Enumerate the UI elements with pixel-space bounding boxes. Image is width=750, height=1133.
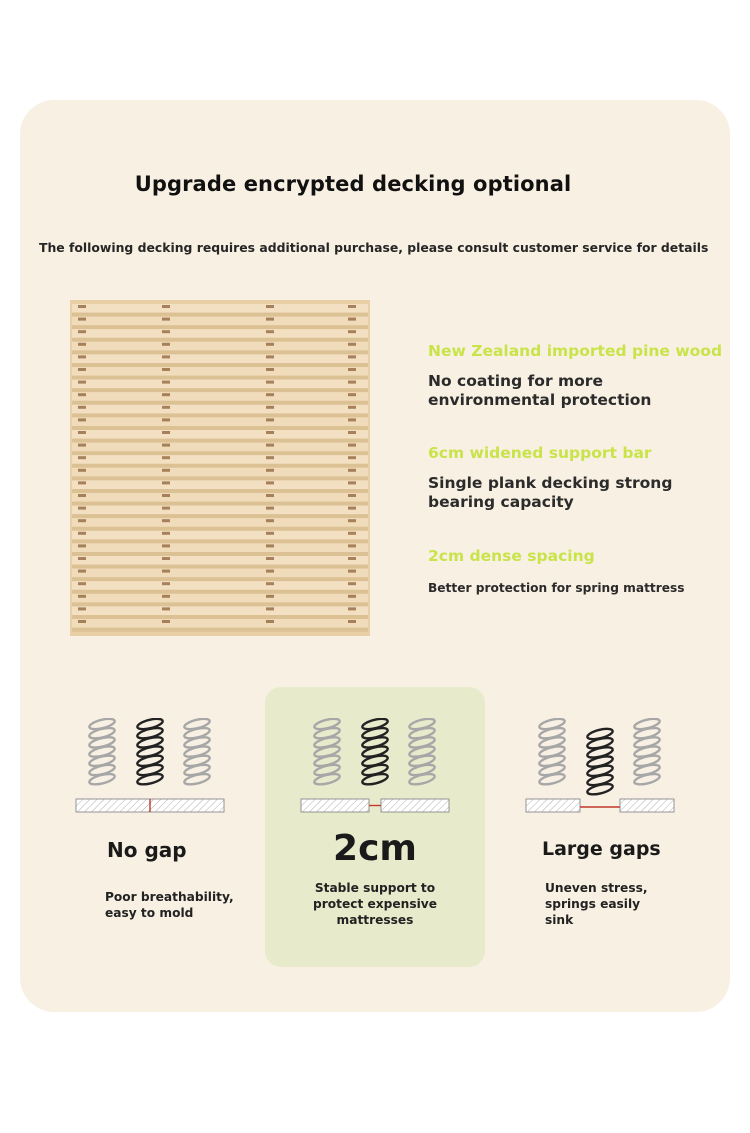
feature-text-line: Single plank decking strong	[428, 474, 673, 492]
support-bar-mark	[266, 557, 274, 560]
spring-icon	[313, 718, 340, 786]
support-bar-mark	[348, 305, 356, 308]
no-gap-diagram	[72, 718, 232, 818]
plank-hatching	[381, 799, 449, 812]
slat	[72, 468, 368, 477]
slat	[72, 619, 368, 628]
support-bar-mark	[348, 444, 356, 447]
support-bar-mark	[162, 418, 170, 421]
description-line: Poor breathability,	[105, 890, 234, 904]
support-bar-mark	[348, 431, 356, 434]
slat-gap	[72, 577, 368, 581]
slat	[72, 380, 368, 389]
support-bar-mark	[348, 481, 356, 484]
support-bar-mark	[78, 557, 86, 560]
slat	[72, 606, 368, 615]
support-bar-mark	[78, 544, 86, 547]
slat	[72, 317, 368, 326]
support-bar-mark	[78, 330, 86, 333]
support-bar-mark	[78, 607, 86, 610]
slat	[72, 480, 368, 489]
slat-gap	[72, 350, 368, 354]
support-bar-mark	[348, 494, 356, 497]
slat	[72, 493, 368, 502]
support-bar-mark	[348, 330, 356, 333]
support-bar-mark	[162, 456, 170, 459]
support-bar-mark	[266, 355, 274, 358]
support-bar-mark	[266, 444, 274, 447]
support-bar-mark	[78, 368, 86, 371]
support-bar-mark	[78, 343, 86, 346]
support-bar-mark	[348, 507, 356, 510]
spring-icon	[136, 718, 163, 786]
support-bar-mark	[348, 393, 356, 396]
slat-gap	[72, 489, 368, 493]
slat	[72, 543, 368, 552]
support-bar-mark	[162, 368, 170, 371]
support-bar-mark	[162, 544, 170, 547]
support-bar-mark	[162, 355, 170, 358]
slat-gap	[72, 376, 368, 380]
slat-gap	[72, 628, 368, 632]
feature-pine-wood	[428, 342, 722, 410]
slat-gap	[72, 401, 368, 405]
slat-gap	[72, 539, 368, 543]
support-bar-mark	[348, 582, 356, 585]
support-bar-mark	[348, 519, 356, 522]
support-bar-mark	[266, 469, 274, 472]
slat-gap	[72, 413, 368, 417]
slat-gap	[72, 325, 368, 329]
support-bar-mark	[78, 355, 86, 358]
spring-icon	[538, 718, 565, 786]
feature-heading: 6cm widened support bar	[428, 444, 652, 462]
support-bar-mark	[162, 481, 170, 484]
support-bar-mark	[78, 318, 86, 321]
support-bar-mark	[78, 595, 86, 598]
feature-dense-spacing	[428, 547, 685, 598]
support-bar-mark	[348, 469, 356, 472]
support-bar-mark	[78, 444, 86, 447]
support-bar-mark	[266, 607, 274, 610]
large-gaps-description	[545, 880, 647, 928]
support-bar-mark	[266, 418, 274, 421]
support-bar-mark	[266, 393, 274, 396]
support-bar-mark	[348, 595, 356, 598]
support-bar-mark	[348, 343, 356, 346]
feature-text-line: bearing capacity	[428, 493, 574, 511]
support-bar-mark	[162, 570, 170, 573]
plank-hatching	[150, 799, 224, 812]
slat-gap	[72, 514, 368, 518]
support-bar-mark	[162, 507, 170, 510]
slat-gap	[72, 426, 368, 430]
decking-slats	[72, 304, 368, 632]
support-bar-mark	[348, 318, 356, 321]
slat	[72, 417, 368, 426]
support-bar-mark	[348, 544, 356, 547]
spring-icon	[586, 727, 613, 797]
support-bar-mark	[348, 620, 356, 623]
slat-gap	[72, 439, 368, 443]
support-bar-mark	[266, 456, 274, 459]
support-bar-mark	[266, 318, 274, 321]
support-bar-mark	[266, 532, 274, 535]
spring-icon	[361, 718, 388, 786]
plank-right	[150, 799, 224, 812]
slat-decking-image	[70, 300, 370, 636]
large-gap-diagram	[522, 718, 682, 818]
support-bar-mark	[78, 393, 86, 396]
support-bar-mark	[348, 355, 356, 358]
support-bar-mark	[162, 607, 170, 610]
plank-right	[381, 799, 449, 812]
page-title: Upgrade encrypted decking optional	[134, 172, 572, 196]
support-bar-mark	[266, 330, 274, 333]
support-bar-mark	[78, 582, 86, 585]
support-bar-mark	[162, 519, 170, 522]
two-cm-gap-diagram	[297, 718, 457, 818]
support-bar-mark	[162, 406, 170, 409]
slat	[72, 569, 368, 578]
large-gaps-label: Large gaps	[542, 838, 661, 860]
plank-left	[526, 799, 580, 812]
feature-heading: 2cm dense spacing	[428, 547, 595, 565]
support-bar-mark	[266, 519, 274, 522]
support-bar-mark	[162, 393, 170, 396]
support-bar-mark	[266, 507, 274, 510]
slat	[72, 405, 368, 414]
plank-hatching	[526, 799, 580, 812]
support-bar-mark	[266, 582, 274, 585]
slat-gap	[72, 602, 368, 606]
slat-gap	[72, 338, 368, 342]
slat-gap	[72, 476, 368, 480]
support-bar-mark	[162, 318, 170, 321]
slat-gap	[72, 388, 368, 392]
support-bar-mark	[162, 330, 170, 333]
slat-gap	[72, 451, 368, 455]
slat-gap	[72, 590, 368, 594]
support-bar-mark	[348, 456, 356, 459]
spring-icon	[633, 718, 660, 786]
support-bar-mark	[348, 368, 356, 371]
description-line: mattresses	[336, 913, 414, 927]
support-bar-mark	[78, 431, 86, 434]
two-cm-label: 2cm	[333, 828, 417, 869]
support-bar-mark	[78, 406, 86, 409]
slat	[72, 581, 368, 590]
description-line: sink	[545, 913, 574, 927]
two-cm-description	[265, 880, 485, 928]
slat	[72, 392, 368, 401]
slat	[72, 430, 368, 439]
support-bar-mark	[266, 343, 274, 346]
support-bar-mark	[266, 544, 274, 547]
support-bar-mark	[266, 305, 274, 308]
support-bar-mark	[162, 595, 170, 598]
feature-text-line: No coating for more	[428, 372, 603, 390]
no-gap-label: No gap	[107, 838, 187, 862]
slat	[72, 518, 368, 527]
slat-gap	[72, 552, 368, 556]
support-bar-mark	[78, 305, 86, 308]
feature-text-line: environmental protection	[428, 391, 652, 409]
plank-left	[301, 799, 369, 812]
support-bar-mark	[162, 305, 170, 308]
plank-hatching	[620, 799, 674, 812]
support-bar-mark	[162, 494, 170, 497]
support-bar-mark	[348, 418, 356, 421]
slat-gap	[72, 502, 368, 506]
support-bar-mark	[78, 532, 86, 535]
support-bar-mark	[78, 381, 86, 384]
plank-hatching	[301, 799, 369, 812]
support-bar-mark	[78, 494, 86, 497]
support-bar-mark	[266, 381, 274, 384]
plank-hatching	[76, 799, 150, 812]
support-bar-mark	[162, 469, 170, 472]
support-bar-mark	[266, 368, 274, 371]
support-bar-mark	[348, 570, 356, 573]
slat-gap	[72, 363, 368, 367]
support-bar-mark	[78, 620, 86, 623]
no-gap-description	[105, 889, 234, 921]
slat	[72, 342, 368, 351]
support-bar-mark	[162, 620, 170, 623]
description-line: easy to mold	[105, 906, 194, 920]
description-line: Stable support to	[314, 881, 436, 895]
description-line: Uneven stress,	[545, 881, 648, 895]
slat	[72, 594, 368, 603]
slat	[72, 556, 368, 565]
description-line: springs easily	[545, 897, 641, 911]
support-bar-mark	[78, 519, 86, 522]
support-bar-mark	[162, 532, 170, 535]
slat-gap	[72, 313, 368, 317]
support-bar-mark	[266, 595, 274, 598]
support-bar-mark	[162, 431, 170, 434]
description-line: protect expensive	[313, 897, 437, 911]
support-bar-mark	[266, 494, 274, 497]
feature-heading: New Zealand imported pine wood	[428, 342, 723, 360]
support-bar-mark	[266, 620, 274, 623]
support-bar-mark	[162, 557, 170, 560]
support-bar-mark	[78, 418, 86, 421]
support-bar-mark	[266, 431, 274, 434]
slat	[72, 367, 368, 376]
slat	[72, 443, 368, 452]
support-bar-mark	[162, 381, 170, 384]
slat	[72, 506, 368, 515]
spring-icon	[408, 718, 435, 786]
slat	[72, 329, 368, 338]
support-bar-mark	[78, 469, 86, 472]
slat	[72, 531, 368, 540]
support-bar-mark	[266, 481, 274, 484]
feature-support-bar	[428, 444, 672, 512]
support-bar-mark	[348, 557, 356, 560]
support-bar-mark	[348, 607, 356, 610]
plank-left	[76, 799, 150, 812]
support-bar-mark	[348, 381, 356, 384]
support-bar-mark	[162, 343, 170, 346]
support-bar-mark	[348, 406, 356, 409]
support-bar-mark	[266, 570, 274, 573]
spring-icon	[183, 718, 210, 786]
page-subtitle: The following decking requires additional purchase, please consult customer service for details	[39, 240, 709, 255]
feature-text-line: Better protection for spring mattress	[428, 581, 685, 595]
slat-gap	[72, 527, 368, 531]
support-bar-mark	[78, 507, 86, 510]
plank-right	[620, 799, 674, 812]
support-bar-mark	[78, 481, 86, 484]
slat-gap	[72, 464, 368, 468]
slat	[72, 455, 368, 464]
support-bar-mark	[162, 444, 170, 447]
support-bar-mark	[78, 570, 86, 573]
support-bar-mark	[162, 582, 170, 585]
spring-icon	[88, 718, 115, 786]
slat-gap	[72, 615, 368, 619]
slat-gap	[72, 565, 368, 569]
slat	[72, 304, 368, 313]
support-bar-mark	[348, 532, 356, 535]
support-bar-mark	[78, 456, 86, 459]
support-bar-mark	[266, 406, 274, 409]
slat	[72, 354, 368, 363]
